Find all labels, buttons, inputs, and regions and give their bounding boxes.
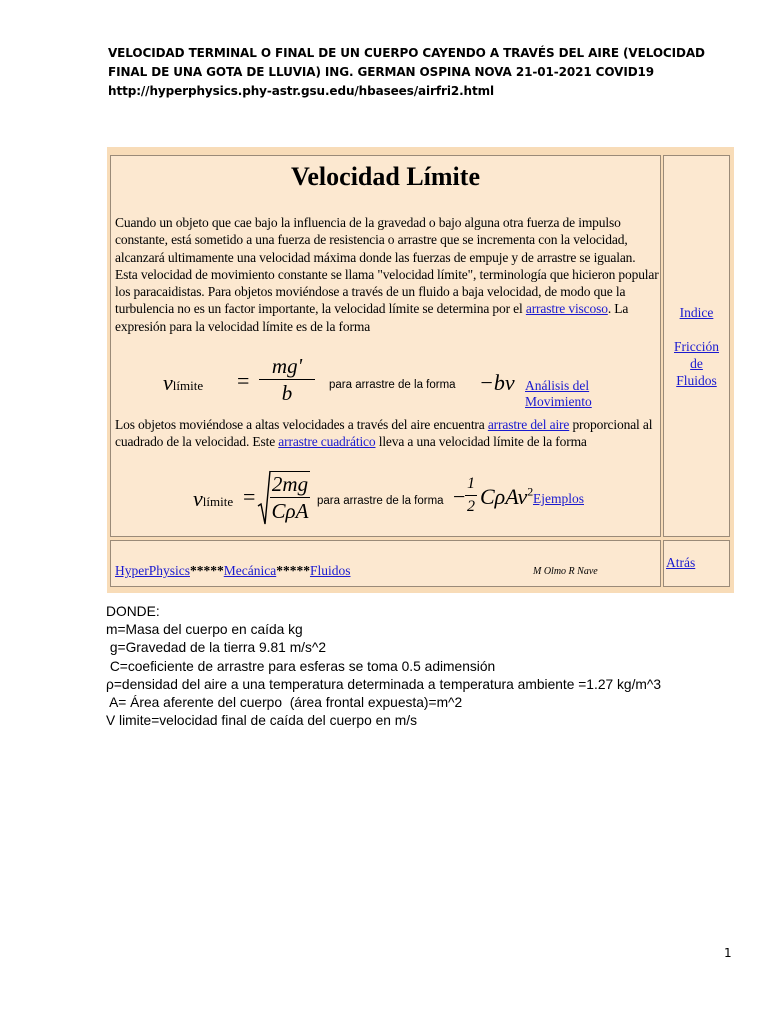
main-content-cell (110, 155, 661, 537)
formula1-description: para arrastre de la forma (329, 379, 456, 391)
formula1-equals: = (237, 368, 250, 393)
author-credit: M Olmo R Nave (533, 566, 598, 577)
breadcrumb: HyperPhysics*****Mecánica*****Fluidos (115, 563, 351, 578)
formula1-numerator: mg' (271, 354, 303, 378)
note-gravity: g=Gravedad de la tierra 9.81 m/s^2 (106, 640, 327, 656)
hyperphysics-link[interactable]: HyperPhysics (115, 563, 190, 578)
formula2-numerator: 2mg (271, 472, 309, 496)
formula2-denominator: CρA (271, 499, 309, 523)
note-mass: m=Masa del cuerpo en caída kg (106, 622, 303, 638)
note-drag-coefficient: C=coeficiente de arrastre para esferas se toma 0.5 adimensión (106, 658, 496, 674)
viscous-drag-link[interactable]: arrastre viscoso (525, 301, 608, 317)
document-header (108, 44, 738, 101)
header-url: http://hyperphysics.phy-astr.gsu.edu/hbasees/airfri2.html (108, 84, 495, 98)
quadratic-paragraph (115, 416, 659, 451)
formula-quadratic (193, 474, 653, 534)
formula2-description: para arrastre de la forma (317, 495, 444, 507)
notes-heading: DONDE: (106, 604, 160, 619)
intro-text-b: . La expresión para la velocidad límite es de la forma (115, 301, 629, 334)
back-link[interactable]: Atrás (666, 555, 696, 570)
intro-paragraph (115, 214, 659, 335)
formula2-v: vlímite (193, 486, 234, 511)
back-cell (663, 540, 730, 587)
formula2-half: 1 2 (467, 475, 475, 515)
side-nav-cell (663, 155, 730, 537)
mechanics-link[interactable]: Mecánica (223, 563, 277, 578)
air-drag-link[interactable]: arrastre del aire (487, 417, 570, 432)
sqrt-symbol (257, 470, 271, 528)
quadratic-text-b: proporcional al cuadrado de la velocidad. Este (115, 417, 653, 450)
note-area: A= Área aferente del cuerpo (área frontal expuesta)=m^2 (106, 695, 463, 711)
formula-viscous (163, 356, 653, 412)
formula2-subscript: límite (202, 494, 234, 509)
quadratic-text-a: Los objetos moviéndose a altas velocidades a través del aire encuentra (115, 417, 488, 432)
side-nav (664, 304, 729, 389)
index-link[interactable]: Indice (679, 305, 714, 320)
fluids-link[interactable]: Fluidos (309, 563, 351, 578)
formula2-drag-term: CρAv$^2$ (480, 484, 534, 509)
fluid-friction-link[interactable]: Fricción de Fluidos (674, 339, 719, 388)
formula2-minus: − (453, 484, 466, 509)
intro-text-a: Cuando un objeto que cae bajo la influencia de la gravedad o bajo alguna otra fuerza de impulso constante, está sometido a una fuerza de resistencia o arrastre que se incrementa con la velocidad, alcanzará ultimamente una velocidad máxima donde las fuerzas de empuje y de arrastre se igualan. Esta velocidad de movimiento constante se llama "velocidad límite", terminología que hicieron popular los paracaidistas. Para objetos moviéndose a través de un fluido a baja velocidad, de modo que la turbulencia no es un factor importante, la velocidad límite se determina por el (115, 215, 659, 317)
formula2-equals: = (243, 484, 256, 509)
examples-link[interactable]: Ejemplos (533, 491, 584, 506)
formula1-denominator: b (281, 381, 293, 405)
hyperphysics-screenshot (107, 147, 734, 593)
note-air-density: ρ=densidad del aire a una temperatura determinada a temperatura ambiente =1.27 kg/m^3 (106, 676, 662, 692)
formula1-drag-term: −bv (479, 370, 515, 395)
formula1-fraction (259, 354, 315, 405)
motion-analysis-link[interactable]: Análisis del Movimiento (525, 378, 592, 409)
formula2-fraction (270, 472, 310, 523)
note-terminal-velocity: V limite=velocidad final de caída del cuerpo en m/s (106, 713, 417, 729)
formula1-subscript: límite (172, 378, 204, 393)
variable-definitions (106, 603, 661, 730)
footer-cell (110, 540, 661, 587)
formula1-v: vlímite (163, 370, 204, 395)
quadratic-drag-link[interactable]: arrastre cuadrático (278, 434, 376, 450)
page-title: Velocidad Límite (291, 162, 480, 191)
quadratic-text-c: lleva a una velocidad límite de la forma (375, 434, 587, 450)
page-number: 1 (724, 946, 732, 960)
header-title: VELOCIDAD TERMINAL O FINAL DE UN CUERPO CAYENDO A TRAVÉS DEL AIRE (VELOCIDAD FINAL DE UNA GOTA DE LLUVIA) ING. GERMAN OSPINA NOVA 21-01-2021 COVID19 (108, 46, 705, 79)
